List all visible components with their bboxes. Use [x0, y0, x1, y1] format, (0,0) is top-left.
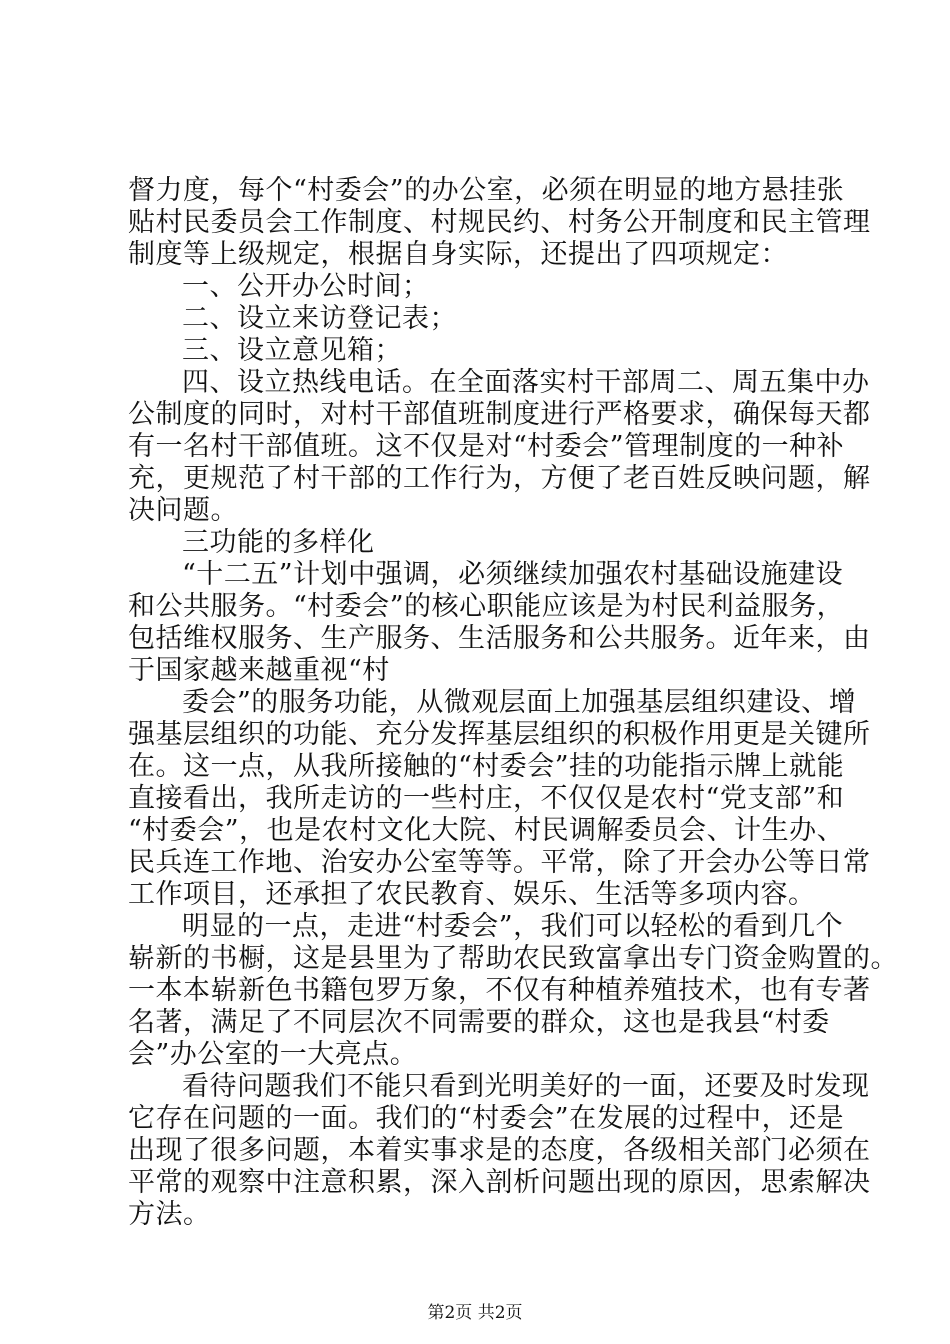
text-line: 四、设立热线电话。在全面落实村干部周二、周五集中办 — [182, 367, 870, 398]
text-line: 一、公开办公时间； — [182, 271, 430, 302]
text-line: 方法。 — [128, 1199, 211, 1230]
text-line: 督力度，每个“村委会”的办公室，必须在明显的地方悬挂张 — [128, 175, 845, 206]
text-line: 崭新的书橱，这是县里为了帮助农民致富拿出专门资金购置的。 — [128, 943, 898, 974]
text-line: “村委会”，也是农村文化大院、村民调解委员会、计生办、 — [128, 815, 845, 846]
text-line: 于国家越来越重视“村 — [128, 655, 390, 686]
text-line: 强基层组织的功能、充分发挥基层组织的积极作用更是关键所 — [128, 719, 871, 750]
text-line: 包括维权服务、生产服务、生活服务和公共服务。近年来，由 — [128, 623, 871, 654]
text-line: 会”办公室的一大亮点。 — [128, 1039, 418, 1070]
page-footer: 第2页 共2页 — [427, 1303, 523, 1323]
text-line: “十二五”计划中强调，必须继续加强农村基础设施建设 — [182, 559, 844, 590]
text-line: 平常的观察中注意积累，深入剖析问题出现的原因，思索解决 — [128, 1167, 871, 1198]
text-line: 它存在问题的一面。我们的“村委会”在发展的过程中，还是 — [128, 1103, 845, 1134]
text-line: 有一名村干部值班。这不仅是对“村委会”管理制度的一种补 — [128, 431, 845, 462]
text-line: 民兵连工作地、治安办公室等等。平常，除了开会办公等日常 — [128, 847, 871, 878]
text-line: 在。这一点，从我所接触的“村委会”挂的功能指示牌上就能 — [128, 751, 845, 782]
text-line: 贴村民委员会工作制度、村规民约、村务公开制度和民主管理 — [128, 207, 871, 238]
text-line: 看待问题我们不能只看到光明美好的一面，还要及时发现 — [182, 1071, 870, 1102]
text-line: 出现了很多问题，本着实事求是的态度，各级相关部门必须在 — [128, 1135, 871, 1166]
section-heading: 三功能的多样化 — [182, 527, 375, 558]
text-line: 名著，满足了不同层次不同需要的群众，这也是我县“村委 — [128, 1007, 830, 1038]
text-line: 决问题。 — [128, 495, 238, 526]
text-line: 充，更规范了村干部的工作行为，方便了老百姓反映问题，解 — [128, 463, 871, 494]
text-line: 委会”的服务功能，从微观层面上加强基层组织建设、增 — [182, 687, 857, 718]
text-line: 工作项目，还承担了农民教育、娱乐、生活等多项内容。 — [128, 879, 816, 910]
text-line: 三、设立意见箱； — [182, 335, 402, 366]
text-line: 明显的一点，走进“村委会”，我们可以轻松的看到几个 — [182, 911, 844, 942]
text-line: 公制度的同时，对村干部值班制度进行严格要求，确保每天都 — [128, 399, 871, 430]
text-line: 直接看出，我所走访的一些村庄，不仅仅是农村“党支部”和 — [128, 783, 845, 814]
text-line: 二、设立来访登记表； — [182, 303, 457, 334]
text-line: 制度等上级规定，根据自身实际，还提出了四项规定： — [128, 239, 788, 270]
text-line: 一本本崭新色书籍包罗万象，不仅有种植养殖技术，也有专著 — [128, 975, 871, 1006]
text-line: 和公共服务。“村委会”的核心职能应该是为村民利益服务， — [128, 591, 845, 622]
